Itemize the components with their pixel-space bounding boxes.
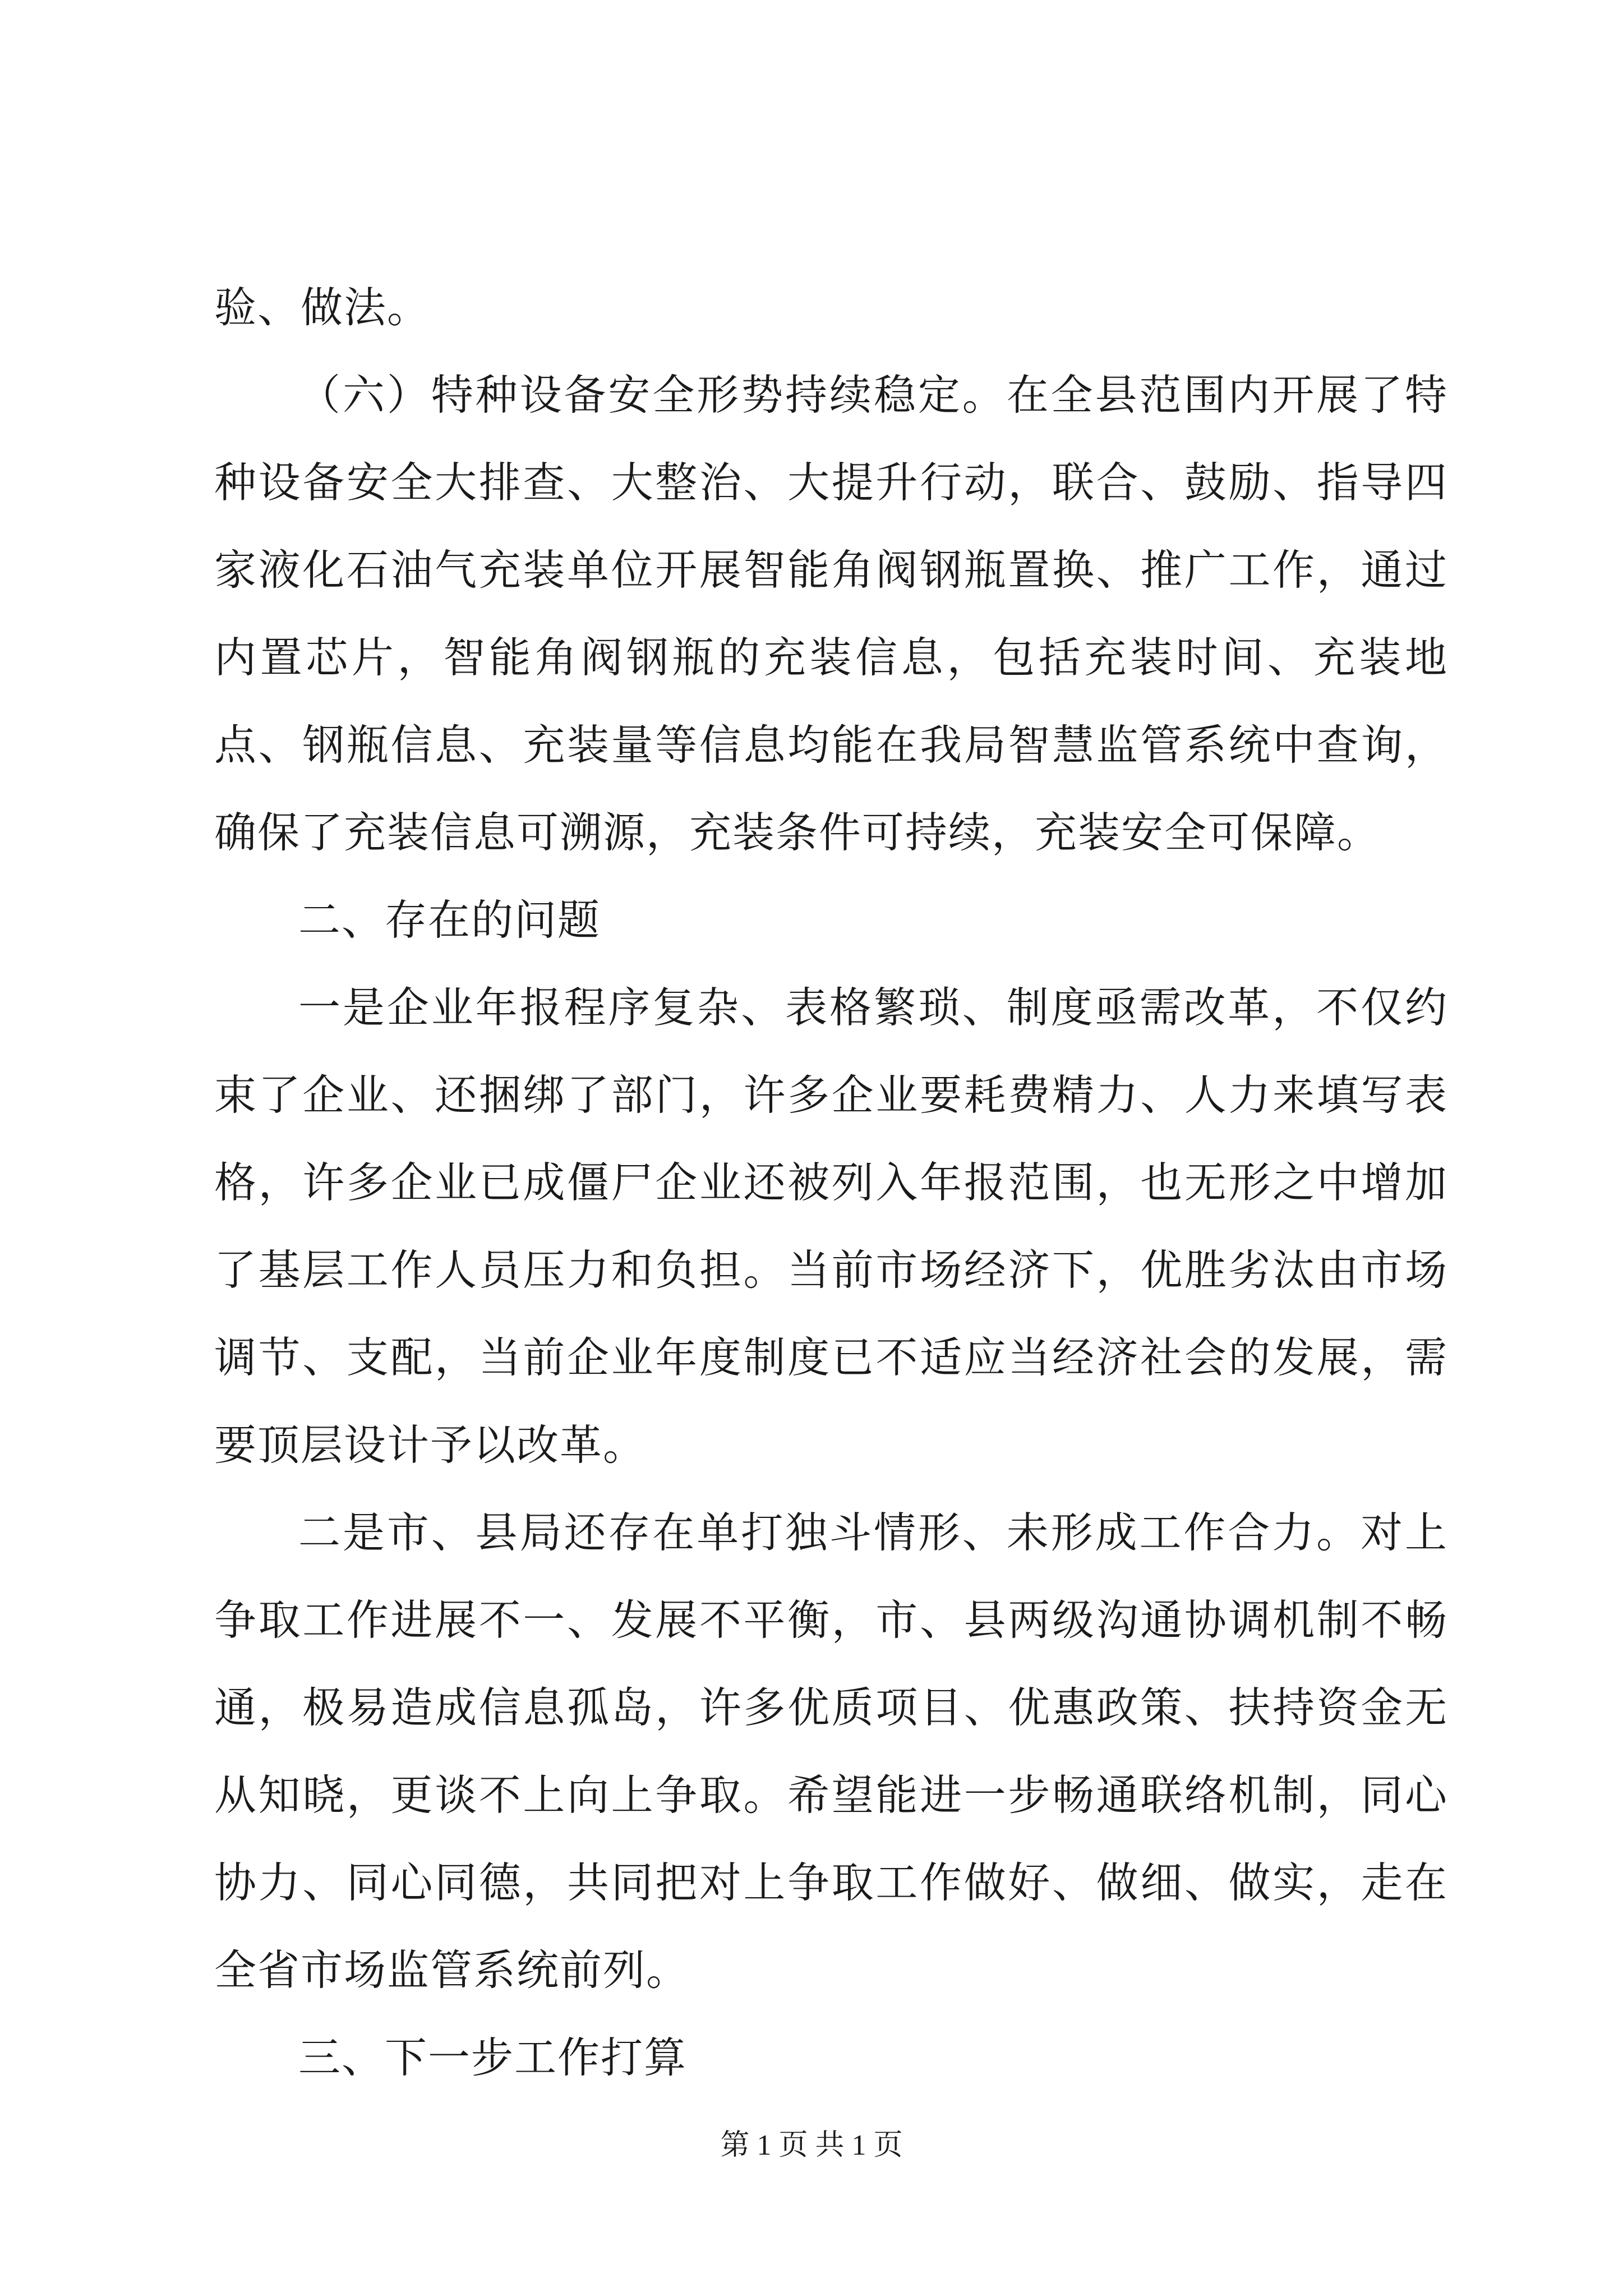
paragraph-special-equipment: （六）特种设备安全形势持续稳定。在全县范围内开展了特种设备安全大排查、大整治、大提升行动，联合、鼓励、指导四家液化石油气充装单位开展智能角阀钢瓶置换、推广工作，通过内置芯片，智能角阀钢瓶的充装信息，包括充装时间、充装地点、钢瓶信息、充装量等信息均能在我局智慧监管系统中查询，确保了充装信息可溯源，充装条件可持续，充装安全可保障。 [214, 370, 1448, 857]
section-heading-next-steps: 三、下一步工作打算 [298, 2033, 688, 2082]
page-number-label: 第 1 页 共 1 页 [720, 2129, 903, 2161]
document-body [214, 264, 1448, 2101]
paragraph-problem-1: 一是企业年报程序复杂、表格繁琐、制度亟需改革，不仅约束了企业、还捆绑了部门，许多企业要耗费精力、人力来填写表格，许多企业已成僵尸企业还被列入年报范围，也无形之中增加了基层工作人员压力和负担。当前市场经济下，优胜劣汰由市场调节、支配，当前企业年度制度已不适应当经济社会的发展，需要顶层设计予以改革。 [214, 983, 1448, 1470]
page-footer [0, 2126, 1623, 2165]
section-heading-problems: 二、存在的问题 [298, 895, 601, 945]
paragraph-problem-2: 二是市、县局还存在单打独斗情形、未形成工作合力。对上争取工作进展不一、发展不平衡，市、县两级沟通协调机制不畅通，极易造成信息孤岛，许多优质项目、优惠政策、扶持资金无从知晓，更谈不上向上争取。希望能进一步畅通联络机制，同心协力、同心同德，共同把对上争取工作做好、做细、做实，走在全省市场监管系统前列。 [214, 1508, 1448, 1995]
paragraph-continued: 验、做法。 [214, 283, 431, 332]
